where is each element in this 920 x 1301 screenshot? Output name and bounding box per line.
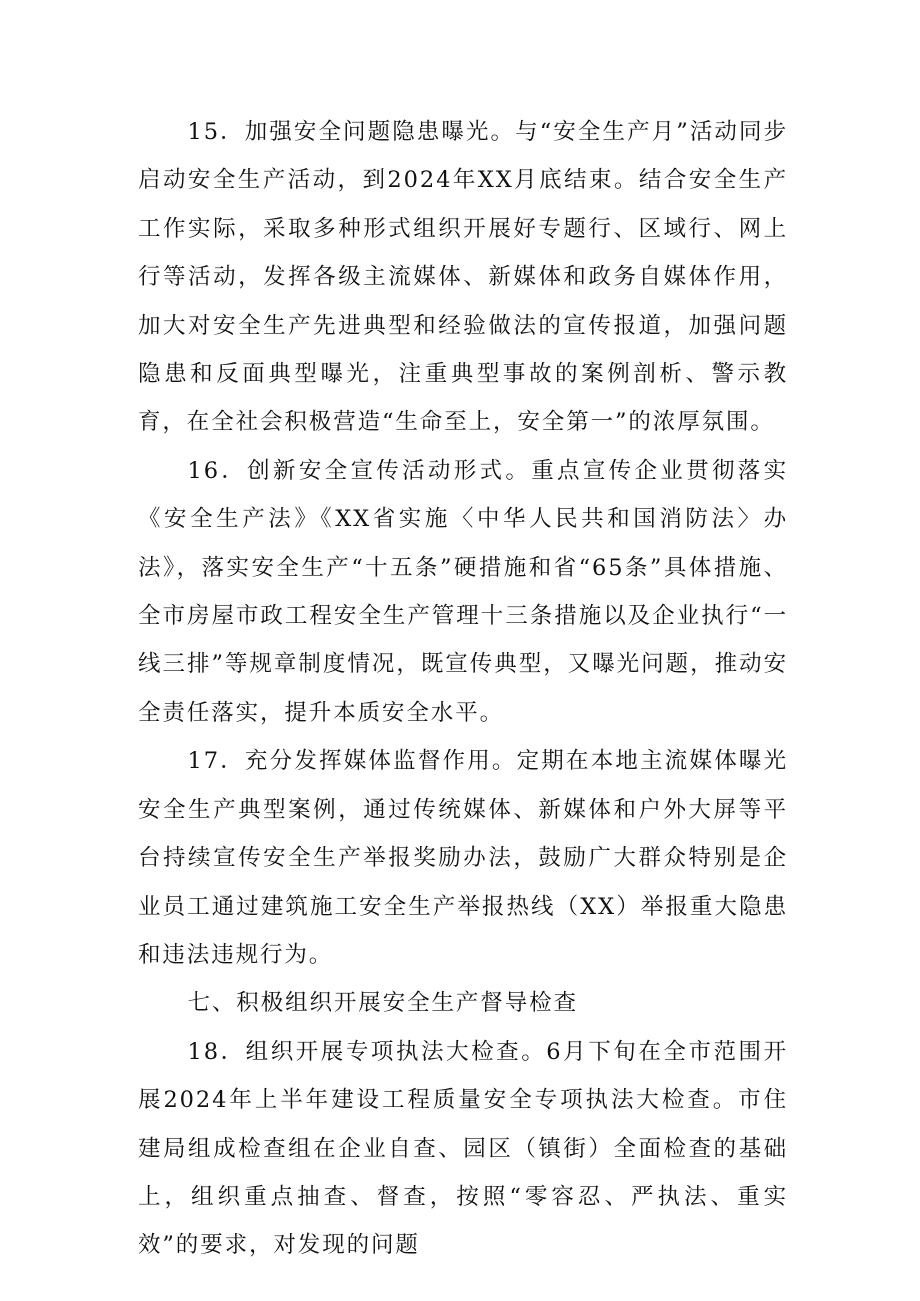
paragraph-17: 17．充分发挥媒体监督作用。定期在本地主流媒体曝光安全生产典型案例，通过传统媒体、新媒体和户外大屏等平台持续宣传安全生产举报奖励办法，鼓励广大群众特别是企业员工通过建筑施工安全生产举报热线（XX）举报重大隐患和违法违规行为。 bbox=[138, 748, 788, 968]
paragraph-18: 18．组织开展专项执法大检查。6月下旬在全市范围开展2024年上半年建设工程质量安全专项执法大检查。市住建局组成检查组在企业自查、园区（镇街）全面检查的基础上，组织重点抽查、督查，按照“零容忍、严执法、重实效”的要求，对发现的问题 bbox=[138, 1038, 788, 1259]
paragraph-16: 16．创新安全宣传活动形式。重点宣传企业贯彻落实《安全生产法》《XX省实施〈中华人民共和国消防法〉办法》，落实安全生产“十五条”硬措施和省“65条”具体措施、全市房屋市政工程安全生产管理十三条措施以及企业执行“一线三排”等规章制度情况，既宣传典型，又曝光问题，推动安全责任落实，提升本质安全水平。 bbox=[138, 457, 788, 726]
section-heading-7: 七、积极组织开展安全生产督导检查 bbox=[187, 990, 578, 1017]
paragraph-15: 15．加强安全问题隐患曝光。与“安全生产月”活动同步启动安全生产活动，到2024年XX月底结束。结合安全生产工作实际，采取多种形式组织开展好专题行、区域行、网上行等活动，发挥各级主流媒体、新媒体和政务自媒体作用，加大对安全生产先进典型和经验做法的宣传报道，加强问题隐患和反面典型曝光，注重典型事故的案例剖析、警示教育，在全社会积极营造“生命至上，安全第一”的浓厚氛围。 bbox=[138, 119, 788, 436]
document-body bbox=[138, 108, 788, 1270]
